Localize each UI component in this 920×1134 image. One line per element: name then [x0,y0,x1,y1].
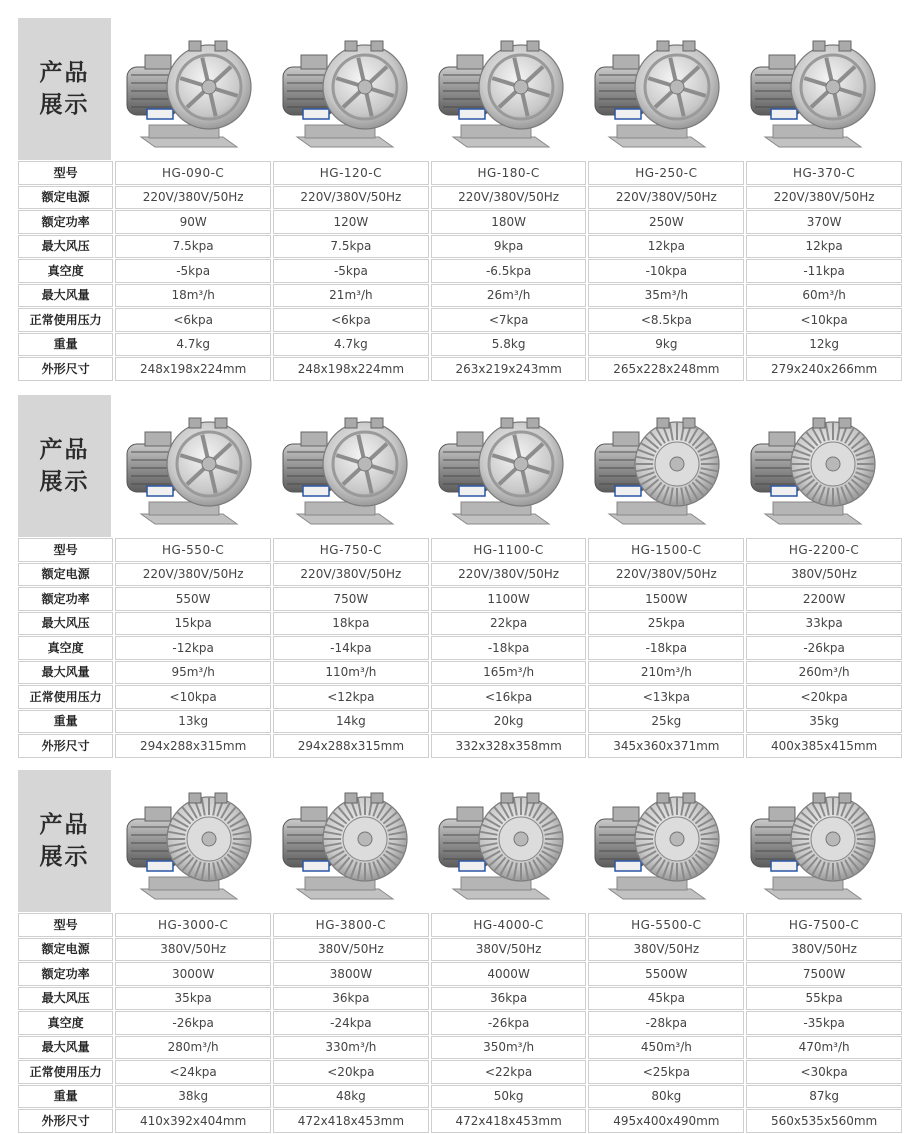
spec-cell-working-pressure: <24kpa [115,1060,271,1084]
spec-cell-vacuum: -5kpa [273,259,429,283]
spec-cell-max-flow: 18m³/h [115,284,271,308]
product-image [735,770,891,912]
spec-cell-rated-power: 4000W [431,962,587,986]
spec-cell-working-pressure: <10kpa [115,685,271,709]
spec-cell-vacuum: -14kpa [273,636,429,660]
row-label: 正常使用压力 [18,1060,113,1084]
product-image [111,18,267,160]
spec-cell-power-supply: 380V/50Hz [746,563,902,587]
spec-cell-max-pressure: 9kpa [431,235,587,259]
spec-row-vacuum [18,636,902,660]
spec-row-dimensions [18,734,902,758]
spec-cell-working-pressure: <20kpa [746,685,902,709]
product-image [423,770,579,912]
product-section [18,395,902,759]
section-label [18,395,111,537]
product-section [18,18,902,382]
blower-icon [431,25,571,153]
row-label: 最大风压 [18,987,113,1011]
product-image [267,18,423,160]
spec-cell-vacuum: -10kpa [588,259,744,283]
spec-cell-power-supply: 220V/380V/50Hz [115,186,271,210]
blower-icon [743,25,883,153]
spec-cell-weight: 48kg [273,1085,429,1109]
spec-cell-working-pressure: <16kpa [431,685,587,709]
spec-cell-max-pressure: 22kpa [431,612,587,636]
spec-cell-rated-power: 180W [431,210,587,234]
spec-cell-dimensions: 560x535x560mm [746,1109,902,1133]
spec-cell-model: HG-090-C [115,161,271,185]
spec-cell-max-flow: 450m³/h [588,1036,744,1060]
row-label: 额定电源 [18,186,113,210]
spec-cell-max-pressure: 12kpa [588,235,744,259]
spec-cell-max-flow: 470m³/h [746,1036,902,1060]
spec-cell-rated-power: 250W [588,210,744,234]
spec-cell-max-flow: 350m³/h [431,1036,587,1060]
row-label: 型号 [18,538,113,562]
spec-row-vacuum [18,1011,902,1035]
blower-icon [275,402,415,530]
spec-cell-model: HG-120-C [273,161,429,185]
spec-table [16,160,904,382]
spec-table [16,912,904,1134]
section-header [18,18,902,160]
spec-cell-model: HG-3800-C [273,913,429,937]
spec-cell-vacuum: -35kpa [746,1011,902,1035]
spec-cell-max-flow: 35m³/h [588,284,744,308]
spec-cell-weight: 12kg [746,333,902,357]
row-label: 真空度 [18,1011,113,1035]
spec-cell-working-pressure: <10kpa [746,308,902,332]
spec-cell-max-pressure: 33kpa [746,612,902,636]
spec-cell-vacuum: -12kpa [115,636,271,660]
spec-cell-power-supply: 220V/380V/50Hz [431,186,587,210]
spec-cell-weight: 87kg [746,1085,902,1109]
spec-cell-working-pressure: <7kpa [431,308,587,332]
spec-row-model [18,538,902,562]
section-label-line: 产品 [39,812,90,838]
spec-cell-dimensions: 294x288x315mm [273,734,429,758]
spec-cell-model: HG-4000-C [431,913,587,937]
spec-cell-dimensions: 294x288x315mm [115,734,271,758]
spec-cell-rated-power: 120W [273,210,429,234]
spec-cell-model: HG-180-C [431,161,587,185]
spec-cell-power-supply: 220V/380V/50Hz [588,563,744,587]
row-label: 最大风压 [18,612,113,636]
spec-cell-model: HG-1500-C [588,538,744,562]
row-label: 最大风压 [18,235,113,259]
product-image [735,18,891,160]
spec-row-working-pressure [18,308,902,332]
spec-cell-rated-power: 3800W [273,962,429,986]
spec-cell-weight: 80kg [588,1085,744,1109]
spec-row-max-flow [18,1036,902,1060]
spec-cell-dimensions: 248x198x224mm [115,357,271,381]
spec-row-max-pressure [18,235,902,259]
spec-row-dimensions [18,1109,902,1133]
section-label [18,18,111,160]
spec-cell-dimensions: 472x418x453mm [273,1109,429,1133]
spec-cell-weight: 4.7kg [273,333,429,357]
spec-row-rated-power [18,587,902,611]
spec-cell-model: HG-370-C [746,161,902,185]
spec-cell-dimensions: 248x198x224mm [273,357,429,381]
spec-cell-rated-power: 1100W [431,587,587,611]
row-label: 最大风量 [18,661,113,685]
spec-cell-model: HG-550-C [115,538,271,562]
spec-cell-model: HG-2200-C [746,538,902,562]
row-label: 最大风量 [18,1036,113,1060]
spec-cell-rated-power: 5500W [588,962,744,986]
spec-cell-vacuum: -26kpa [431,1011,587,1035]
section-label-line: 产品 [39,60,90,86]
spec-cell-working-pressure: <30kpa [746,1060,902,1084]
product-image [735,395,891,537]
spec-cell-rated-power: 1500W [588,587,744,611]
row-label: 额定功率 [18,587,113,611]
blower-icon [431,777,571,905]
spec-cell-vacuum: -18kpa [431,636,587,660]
row-label: 重量 [18,333,113,357]
blower-icon [119,25,259,153]
row-label: 额定电源 [18,938,113,962]
spec-cell-weight: 9kg [588,333,744,357]
spec-cell-power-supply: 380V/50Hz [746,938,902,962]
spec-cell-dimensions: 279x240x266mm [746,357,902,381]
section-label [18,770,111,912]
spec-cell-working-pressure: <6kpa [273,308,429,332]
spec-row-max-flow [18,661,902,685]
spec-cell-vacuum: -18kpa [588,636,744,660]
section-label-line: 展示 [39,92,90,118]
spec-row-max-pressure [18,987,902,1011]
product-image [267,770,423,912]
spec-row-weight [18,1085,902,1109]
section-label-line: 展示 [39,844,90,870]
spec-cell-weight: 25kg [588,710,744,734]
spec-cell-max-pressure: 7.5kpa [273,235,429,259]
spec-cell-weight: 20kg [431,710,587,734]
blower-icon [587,25,727,153]
spec-cell-rated-power: 550W [115,587,271,611]
spec-row-vacuum [18,259,902,283]
spec-cell-model: HG-5500-C [588,913,744,937]
spec-cell-dimensions: 472x418x453mm [431,1109,587,1133]
row-label: 型号 [18,913,113,937]
spec-row-weight [18,333,902,357]
spec-cell-rated-power: 370W [746,210,902,234]
spec-cell-model: HG-7500-C [746,913,902,937]
row-label: 真空度 [18,259,113,283]
row-label: 正常使用压力 [18,685,113,709]
product-image [423,395,579,537]
spec-cell-weight: 14kg [273,710,429,734]
spec-row-power-supply [18,938,902,962]
section-header [18,770,902,912]
spec-row-power-supply [18,563,902,587]
blower-icon [587,402,727,530]
spec-row-working-pressure [18,685,902,709]
spec-row-power-supply [18,186,902,210]
product-image [111,770,267,912]
spec-cell-dimensions: 263x219x243mm [431,357,587,381]
spec-cell-vacuum: -11kpa [746,259,902,283]
spec-row-max-pressure [18,612,902,636]
spec-cell-vacuum: -24kpa [273,1011,429,1035]
product-images [111,770,902,912]
spec-table [16,537,904,759]
spec-cell-model: HG-1100-C [431,538,587,562]
row-label: 外形尺寸 [18,734,113,758]
spec-cell-power-supply: 380V/50Hz [431,938,587,962]
spec-cell-power-supply: 380V/50Hz [588,938,744,962]
spec-row-max-flow [18,284,902,308]
row-label: 额定电源 [18,563,113,587]
section-label-line: 产品 [39,437,90,463]
spec-cell-rated-power: 750W [273,587,429,611]
spec-cell-working-pressure: <13kpa [588,685,744,709]
product-image [111,395,267,537]
spec-cell-weight: 50kg [431,1085,587,1109]
spec-row-model [18,161,902,185]
spec-cell-dimensions: 265x228x248mm [588,357,744,381]
row-label: 重量 [18,710,113,734]
spec-cell-working-pressure: <25kpa [588,1060,744,1084]
blower-icon [119,402,259,530]
blower-icon [743,402,883,530]
spec-cell-power-supply: 220V/380V/50Hz [115,563,271,587]
spec-cell-vacuum: -26kpa [115,1011,271,1035]
spec-row-rated-power [18,210,902,234]
spec-cell-vacuum: -5kpa [115,259,271,283]
spec-cell-vacuum: -26kpa [746,636,902,660]
spec-cell-max-flow: 95m³/h [115,661,271,685]
spec-cell-max-flow: 110m³/h [273,661,429,685]
row-label: 额定功率 [18,962,113,986]
row-label: 额定功率 [18,210,113,234]
spec-cell-power-supply: 220V/380V/50Hz [431,563,587,587]
spec-cell-working-pressure: <8.5kpa [588,308,744,332]
spec-cell-dimensions: 345x360x371mm [588,734,744,758]
product-images [111,18,902,160]
spec-cell-max-flow: 26m³/h [431,284,587,308]
spec-row-working-pressure [18,1060,902,1084]
spec-cell-vacuum: -6.5kpa [431,259,587,283]
product-image [579,395,735,537]
spec-row-weight [18,710,902,734]
spec-cell-max-pressure: 25kpa [588,612,744,636]
blower-icon [275,777,415,905]
spec-cell-model: HG-750-C [273,538,429,562]
spec-cell-rated-power: 90W [115,210,271,234]
section-label-line: 展示 [39,469,90,495]
row-label: 外形尺寸 [18,1109,113,1133]
section-header [18,395,902,537]
spec-cell-power-supply: 380V/50Hz [273,938,429,962]
row-label: 重量 [18,1085,113,1109]
product-section [18,770,902,1134]
spec-cell-max-pressure: 15kpa [115,612,271,636]
spec-cell-max-flow: 210m³/h [588,661,744,685]
spec-cell-rated-power: 2200W [746,587,902,611]
spec-cell-weight: 4.7kg [115,333,271,357]
spec-cell-weight: 5.8kg [431,333,587,357]
spec-row-rated-power [18,962,902,986]
product-image [423,18,579,160]
spec-row-dimensions [18,357,902,381]
spec-cell-working-pressure: <20kpa [273,1060,429,1084]
spec-cell-max-flow: 60m³/h [746,284,902,308]
spec-cell-max-flow: 280m³/h [115,1036,271,1060]
spec-cell-power-supply: 380V/50Hz [115,938,271,962]
spec-cell-max-pressure: 18kpa [273,612,429,636]
spec-cell-weight: 35kg [746,710,902,734]
row-label: 正常使用压力 [18,308,113,332]
spec-cell-model: HG-3000-C [115,913,271,937]
spec-cell-max-flow: 21m³/h [273,284,429,308]
spec-cell-rated-power: 7500W [746,962,902,986]
row-label: 最大风量 [18,284,113,308]
row-label: 外形尺寸 [18,357,113,381]
spec-cell-dimensions: 410x392x404mm [115,1109,271,1133]
blower-icon [587,777,727,905]
spec-row-model [18,913,902,937]
spec-cell-weight: 38kg [115,1085,271,1109]
spec-cell-power-supply: 220V/380V/50Hz [273,563,429,587]
spec-cell-max-pressure: 35kpa [115,987,271,1011]
spec-cell-max-pressure: 12kpa [746,235,902,259]
spec-cell-model: HG-250-C [588,161,744,185]
spec-cell-weight: 13kg [115,710,271,734]
spec-cell-max-flow: 260m³/h [746,661,902,685]
spec-cell-max-pressure: 55kpa [746,987,902,1011]
product-image [579,18,735,160]
spec-cell-dimensions: 332x328x358mm [431,734,587,758]
row-label: 真空度 [18,636,113,660]
spec-cell-max-flow: 330m³/h [273,1036,429,1060]
product-image [579,770,735,912]
row-label: 型号 [18,161,113,185]
spec-cell-rated-power: 3000W [115,962,271,986]
spec-cell-dimensions: 400x385x415mm [746,734,902,758]
spec-cell-working-pressure: <22kpa [431,1060,587,1084]
spec-cell-max-pressure: 36kpa [273,987,429,1011]
spec-cell-vacuum: -28kpa [588,1011,744,1035]
blower-icon [275,25,415,153]
spec-cell-max-pressure: 7.5kpa [115,235,271,259]
spec-cell-power-supply: 220V/380V/50Hz [588,186,744,210]
product-image [267,395,423,537]
blower-icon [743,777,883,905]
spec-cell-power-supply: 220V/380V/50Hz [746,186,902,210]
product-images [111,395,902,537]
spec-cell-working-pressure: <12kpa [273,685,429,709]
blower-icon [431,402,571,530]
spec-cell-max-pressure: 36kpa [431,987,587,1011]
blower-icon [119,777,259,905]
spec-cell-max-flow: 165m³/h [431,661,587,685]
spec-cell-dimensions: 495x400x490mm [588,1109,744,1133]
spec-cell-max-pressure: 45kpa [588,987,744,1011]
spec-cell-power-supply: 220V/380V/50Hz [273,186,429,210]
spec-cell-working-pressure: <6kpa [115,308,271,332]
